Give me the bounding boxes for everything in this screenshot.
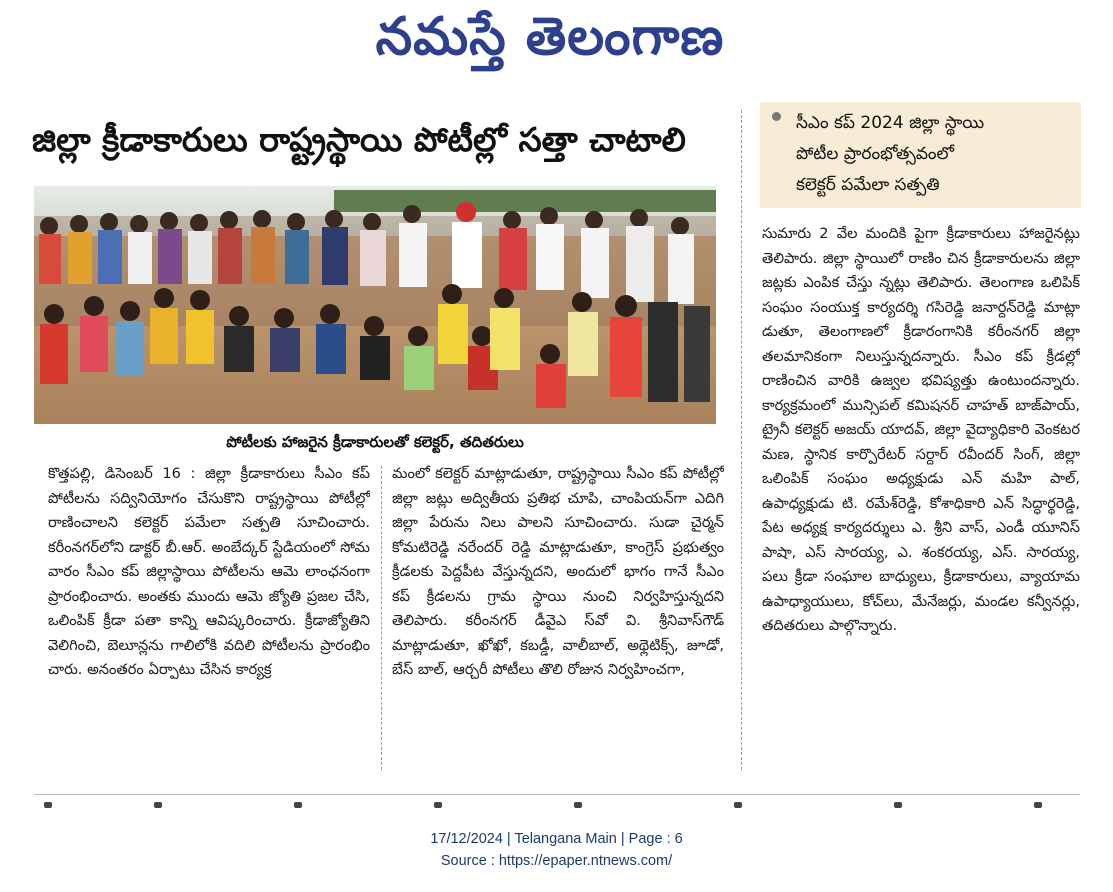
photo-caption: పోటీలకు హాజరైన క్రీడాకారులతో కలెక్టర్, తదితరులు xyxy=(226,433,524,451)
footer-edition: Telangana Main xyxy=(514,831,617,847)
highlight-line-2: పోటీల ప్రారంభోత్సవంలో xyxy=(796,144,955,164)
masthead-title: నమస్తే తెలంగాణ xyxy=(375,6,725,67)
column-divider xyxy=(381,466,382,770)
footer-meta: 17/12/2024 | Telangana Main | Page : 6 xyxy=(430,831,683,847)
news-photo xyxy=(34,186,716,424)
footer-date: 17/12/2024 xyxy=(430,831,503,847)
article-text-2: మంలో కలెక్టర్ మాట్లాడుతూ, రాష్ట్రస్థాయి సీఎం కప్ పోటీల్లో జిల్లా జట్లు అద్వితీయ ప్రతిభ చూపి, చాంపియన్‌గా ఎదిగి జిల్లా పేరును నిలు పాలని సూచించారు. సుడా చైర్మన్ కోమటిరెడ్డి నరేందర్ రెడ్డి మాట్లాడుతూ, కాంగ్రెస్ ప్రభుత్వం క్రీడలకు పెద్దపీట వేస్తున్నదని, అందులో భాగం గానే సీఎం కప్ క్రీడలను గ్రామ స్థాయి నుంచి నిర్వహిస్తున్నదని తెలిపారు. కరీంనగర్ డీవైఎ స్‌వో వి. శ్రీనివాస్‌గౌడ్ మాట్లాడుతూ, ఖోఖో, కబడ్డీ, వాలీబాల్, అథ్లెటిక్స్, జూడో, బేస్ బాల్, ఆర్చరీ పోటీలు తొలి రోజున నిర్వహించగా, xyxy=(392,465,724,678)
article-text-3: సుమారు 2 వేల మందికి పైగా క్రీడాకారులు హాజరైనట్లు తెలిపారు. జిల్లా స్థాయిలో రాణిం చిన క్రీడాకారులను జిల్లా జట్లకు ఎంపిక చేస్తు న్నట్లు తెలిపారు. తెలంగాణ ఒలిపిక్ సంఘం సంయుక్త కార్యదర్శి గసిరెడ్డి జనార్దన్‌రెడ్డి మాట్లా డుతూ, తెలంగాణలో క్రీడారంగానికి కరీంనగర్ జిల్లా తలమానికంగా నిలుస్తున్నదన్నారు. సీఎం కప్ క్రీడల్లో రాణించిన వారికి ఉజ్వల భవిష్యత్తు ఉంటుందన్నారు. కార్యక్రమంలో మున్సిపల్ కమిషనర్ చాహత్ బాజ్‌పాయ్, ట్రైనీ కలెక్టర్ అజయ్ యాదవ్, జిల్లా వైద్యాధికారి వెంకటర మణ, స్థానిక కార్పొరేటర్ సర్దార్ రవీందర్ సింగ్, జిల్లా ఒలింపిక్ సంఘం అధ్యక్షుడు ఎన్ మహి పాల్, ఉపాధ్యక్షుడు టి. రమేశ్‌రెడ్డి, కోశాధికారి ఎన్ సిద్ధార్థరెడ్డి, పేట అధ్యక్ష కార్యదర్శులు ఎ. శ్రీని వాస్, ఎండీ యూనిస్ పాషా, ఎస్ సారయ్య, ఎ. శంకరయ్య, ఎస్. సారయ్య, పలు క్రీడా సంఘాల బాధ్యులు, క్రీడాకారులు, వ్యాయామ ఉపాధ్యాయులు, కోచ్‌లు, మేనేజర్లు, మండల కన్వీనర్లు, తదితరులు పాల్గొన్నారు. xyxy=(762,225,1080,634)
article-column-1 xyxy=(48,462,370,772)
next-story-fragment xyxy=(34,800,1080,812)
highlight-line-3: కలెక్టర్ పమేలా సత్పతి xyxy=(796,175,940,195)
article-column-2 xyxy=(392,462,724,772)
bullet-icon xyxy=(772,112,781,121)
headline: జిల్లా క్రీడాకారులు రాష్ట్రస్థాయి పోటీల్లో సత్తా చాటాలి xyxy=(32,120,686,159)
highlight-line-1: సీఎం కప్ 2024 జిల్లా స్థాయి xyxy=(796,113,985,133)
highlight-box xyxy=(760,102,1081,208)
bottom-divider xyxy=(34,794,1080,795)
footer-page: Page : 6 xyxy=(628,831,683,847)
article-column-3 xyxy=(762,222,1080,774)
column-divider xyxy=(741,110,742,770)
footer-source: Source : https://epaper.ntnews.com/ xyxy=(440,853,673,869)
footer xyxy=(300,828,813,872)
article-text-1: కొత్తపల్లి, డిసెంబర్ 16 : జిల్లా క్రీడాకారులు సీఎం కప్ పోటీలను సద్వినియోగం చేసుకొని రాష్ట్రస్థాయి పోటీల్లో రాణించాలని కలెక్టర్ పమేలా సత్పతి సూచించారు. కరీంనగర్‌లోని డాక్టర్ బీ.ఆర్. అంబేద్కర్ స్టేడియంలో సోమ వారం సీఎం కప్ జిల్లాస్థాయి పోటీలను ఆమె లాంఛనంగా ప్రారంభించారు. అంతకు ముందు ఆమె జ్యోతి ప్రజల చేసి, ఒలింపిక్ క్రీడా పతా కాన్ని ఆవిష్కరించారు. క్రీడాజ్యోతిని వెలిగించి, బెలూన్లను గాలిలోకి వదిలి పోటీలను ప్రారంభిం చారు. అనంతరం ఏర్పాటు చేసిన కార్యక్ర xyxy=(48,465,370,678)
